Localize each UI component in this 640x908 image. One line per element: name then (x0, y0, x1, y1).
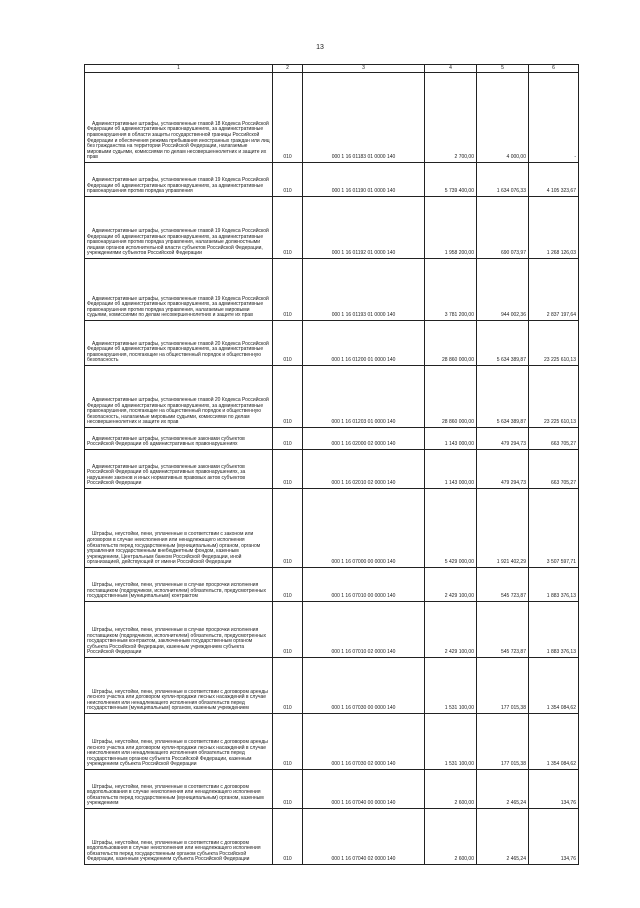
item-name-cell: Административные штрафы, установленные законами субъектов Российской Федерации об административных правонарушениях, за нарушение законов и иных нормативных правовых актов субъектов Российской Федерации (85, 450, 273, 489)
approved-amount-cell: 1 531 100,00 (425, 658, 477, 714)
item-name-cell: Административные штрафы, установленные главой 19 Кодекса Российской Федерации об административных правонарушениях, за административные правонарушения против порядка управления (85, 163, 273, 197)
unexecuted-amount-cell: 134,76 (529, 770, 579, 809)
executed-amount-cell: 2 465,24 (477, 770, 529, 809)
header-cell: 2 (273, 65, 303, 73)
line-code-cell: 010 (273, 602, 303, 658)
executed-amount-cell: 944 002,36 (477, 259, 529, 321)
unexecuted-amount-cell: 3 507 597,71 (529, 489, 579, 568)
item-name-cell: Административные штрафы, установленные главой 19 Кодекса Российской Федерации об административных правонарушениях, за административные правонарушения против порядка управления, налагаемые должностными лицами органов исполнительной власти субъектов Российской Федерации, учреждениями субъектов Российской Федерации (85, 197, 273, 259)
table-row (85, 366, 579, 428)
executed-amount-cell: 479 294,73 (477, 428, 529, 450)
budget-classification-code-cell: 000 1 16 07010 00 0000 140 (303, 568, 425, 602)
approved-amount-cell: 2 429 100,00 (425, 602, 477, 658)
line-code-cell: 010 (273, 568, 303, 602)
unexecuted-amount-cell: 1 268 126,03 (529, 197, 579, 259)
executed-amount-cell: 1 921 402,29 (477, 489, 529, 568)
table-row (85, 321, 579, 366)
approved-amount-cell: 1 531 100,00 (425, 714, 477, 770)
item-name-cell: Административные штрафы, установленные главой 20 Кодекса Российской Федерации об административных правонарушениях, за административные правонарушения, посягающие на общественный порядок и общественную безопасность (85, 321, 273, 366)
unexecuted-amount-cell: 663 705,27 (529, 428, 579, 450)
table-row (85, 73, 579, 163)
item-name-cell: Штрафы, неустойки, пени, уплаченные в случае просрочки исполнения поставщиком (подрядчиком, исполнителем) обязательств, предусмотренных государственным контрактом, заключенным государственным органом субъекта Российской Федерации, казенным учреждением субъекта Российской Федерации (85, 602, 273, 658)
approved-amount-cell: 1 958 200,00 (425, 197, 477, 259)
table-row (85, 489, 579, 568)
table-row (85, 163, 579, 197)
budget-classification-code-cell: 000 1 16 02010 02 0000 140 (303, 450, 425, 489)
line-code-cell: 010 (273, 73, 303, 163)
executed-amount-cell: 545 723,87 (477, 602, 529, 658)
unexecuted-amount-cell: 1 883 376,13 (529, 602, 579, 658)
approved-amount-cell: 1 143 000,00 (425, 450, 477, 489)
unexecuted-amount-cell: 1 883 376,13 (529, 568, 579, 602)
line-code-cell: 010 (273, 809, 303, 865)
unexecuted-amount-cell: 1 354 084,62 (529, 658, 579, 714)
budget-classification-code-cell: 000 1 16 01200 01 0000 140 (303, 321, 425, 366)
line-code-cell: 010 (273, 366, 303, 428)
executed-amount-cell: 4 000,00 (477, 73, 529, 163)
approved-amount-cell: 28 860 000,00 (425, 366, 477, 428)
table-row (85, 770, 579, 809)
approved-amount-cell: 5 429 000,00 (425, 489, 477, 568)
unexecuted-amount-cell: 134,76 (529, 809, 579, 865)
unexecuted-amount-cell: 23 225 610,13 (529, 321, 579, 366)
executed-amount-cell: 177 015,38 (477, 658, 529, 714)
unexecuted-amount-cell: - (529, 73, 579, 163)
budget-classification-code-cell: 000 1 16 01192 01 0000 140 (303, 197, 425, 259)
budget-classification-code-cell: 000 1 16 01203 01 0000 140 (303, 366, 425, 428)
item-name-cell: Административные штрафы, установленные законами субъектов Российской Федерации об административных правонарушениях (85, 428, 273, 450)
table-row (85, 568, 579, 602)
table-row (85, 714, 579, 770)
item-name-cell: Штрафы, неустойки, пени, уплаченные в соответствии с законом или договором в случае неисполнения или ненадлежащего исполнения обязательств перед государственным (муниципальным) органом, органом управления государственным внебюджетным фондом, казенным учреждением, Центральным банком Российской Федерации, иной организацией, действующей от имени Российской Федерации (85, 489, 273, 568)
unexecuted-amount-cell: 23 225 610,13 (529, 366, 579, 428)
line-code-cell: 010 (273, 770, 303, 809)
approved-amount-cell: 2 600,00 (425, 770, 477, 809)
item-name-cell: Административные штрафы, установленные главой 18 Кодекса Российской Федерации об административных правонарушениях, за административные правонарушения в области защиты государственной границы Российской Федерации и обеспечения режима пребывания иностранных граждан или лиц без гражданства на территории Российской Федерации, налагаемые мировыми судьями, комиссиями по делам несовершеннолетних и защите их прав (85, 73, 273, 163)
executed-amount-cell: 177 015,38 (477, 714, 529, 770)
header-cell: 3 (303, 65, 425, 73)
header-cell: 1 (85, 65, 273, 73)
unexecuted-amount-cell: 4 105 323,67 (529, 163, 579, 197)
approved-amount-cell: 2 429 100,00 (425, 568, 477, 602)
line-code-cell: 010 (273, 259, 303, 321)
table-row (85, 197, 579, 259)
approved-amount-cell: 2 600,00 (425, 809, 477, 865)
line-code-cell: 010 (273, 714, 303, 770)
table-row (85, 602, 579, 658)
line-code-cell: 010 (273, 489, 303, 568)
budget-classification-code-cell: 000 1 16 07040 00 0000 140 (303, 770, 425, 809)
item-name-cell: Административные штрафы, установленные главой 19 Кодекса Российской Федерации об административных правонарушениях, за административные правонарушения против порядка управления, налагаемые мировыми судьями, комиссиями по делам несовершеннолетних и защите их прав (85, 259, 273, 321)
budget-execution-table (84, 64, 579, 865)
executed-amount-cell: 5 634 389,87 (477, 366, 529, 428)
budget-classification-code-cell: 000 1 16 01193 01 0000 140 (303, 259, 425, 321)
page-number: 13 (316, 44, 324, 51)
header-cell: 4 (425, 65, 477, 73)
item-name-cell: Штрафы, неустойки, пени, уплаченные в случае просрочки исполнения поставщиком (подрядчиком, исполнителем) обязательств, предусмотренных государственным (муниципальным) контрактом (85, 568, 273, 602)
approved-amount-cell: 2 700,00 (425, 73, 477, 163)
line-code-cell: 010 (273, 428, 303, 450)
budget-classification-code-cell: 000 1 16 02000 02 0000 140 (303, 428, 425, 450)
budget-classification-code-cell: 000 1 16 07030 02 0000 140 (303, 714, 425, 770)
table-row (85, 259, 579, 321)
line-code-cell: 010 (273, 163, 303, 197)
item-name-cell: Штрафы, неустойки, пени, уплаченные в соответствии с договором водопользования в случае неисполнения или ненадлежащего исполнения обязательств перед государственным органом субъекта Российской Федерации, казенным учреждением субъекта Российской Федерации (85, 809, 273, 865)
executed-amount-cell: 479 294,73 (477, 450, 529, 489)
budget-classification-code-cell: 000 1 16 07000 00 0000 140 (303, 489, 425, 568)
budget-classification-code-cell: 000 1 16 01190 01 0000 140 (303, 163, 425, 197)
unexecuted-amount-cell: 1 354 084,62 (529, 714, 579, 770)
executed-amount-cell: 690 073,97 (477, 197, 529, 259)
table-row (85, 450, 579, 489)
executed-amount-cell: 1 634 076,33 (477, 163, 529, 197)
budget-classification-code-cell: 000 1 16 07030 00 0000 140 (303, 658, 425, 714)
line-code-cell: 010 (273, 321, 303, 366)
unexecuted-amount-cell: 663 705,27 (529, 450, 579, 489)
item-name-cell: Штрафы, неустойки, пени, уплаченные в соответствии с договором аренды лесного участка или договором купли-продажи лесных насаждений в случае неисполнения или ненадлежащего исполнения обязательств перед государственным (муниципальным) органом, казенным учреждением (85, 658, 273, 714)
header-cell: 5 (477, 65, 529, 73)
executed-amount-cell: 2 465,24 (477, 809, 529, 865)
line-code-cell: 010 (273, 658, 303, 714)
item-name-cell: Штрафы, неустойки, пени, уплаченные в соответствии с договором водопользования в случае неисполнения или ненадлежащего исполнения обязательств перед государственным (муниципальным) органом, казенным учреждением (85, 770, 273, 809)
line-code-cell: 010 (273, 450, 303, 489)
budget-classification-code-cell: 000 1 16 01183 01 0000 140 (303, 73, 425, 163)
approved-amount-cell: 28 860 000,00 (425, 321, 477, 366)
executed-amount-cell: 5 634 389,87 (477, 321, 529, 366)
approved-amount-cell: 1 143 000,00 (425, 428, 477, 450)
executed-amount-cell: 545 723,87 (477, 568, 529, 602)
unexecuted-amount-cell: 2 837 197,64 (529, 259, 579, 321)
header-cell: 6 (529, 65, 579, 73)
line-code-cell: 010 (273, 197, 303, 259)
item-name-cell: Административные штрафы, установленные главой 20 Кодекса Российской Федерации об административных правонарушениях, за административные правонарушения, посягающие на общественный порядок и общественную безопасность, налагаемые мировыми судьями, комиссиями по делам несовершеннолетних и защите их прав (85, 366, 273, 428)
budget-classification-code-cell: 000 1 16 07040 02 0000 140 (303, 809, 425, 865)
table-row (85, 428, 579, 450)
approved-amount-cell: 5 739 400,00 (425, 163, 477, 197)
table-row (85, 658, 579, 714)
budget-classification-code-cell: 000 1 16 07010 02 0000 140 (303, 602, 425, 658)
column-number-header (85, 65, 579, 73)
item-name-cell: Штрафы, неустойки, пени, уплаченные в соответствии с договором аренды лесного участка или договором купли-продажи лесных насаждений в случае неисполнения или ненадлежащего исполнения обязательств перед государственным органом субъекта Российской Федерации, казенным учреждением субъекта Российской Федерации (85, 714, 273, 770)
approved-amount-cell: 3 781 200,00 (425, 259, 477, 321)
table-row (85, 809, 579, 865)
